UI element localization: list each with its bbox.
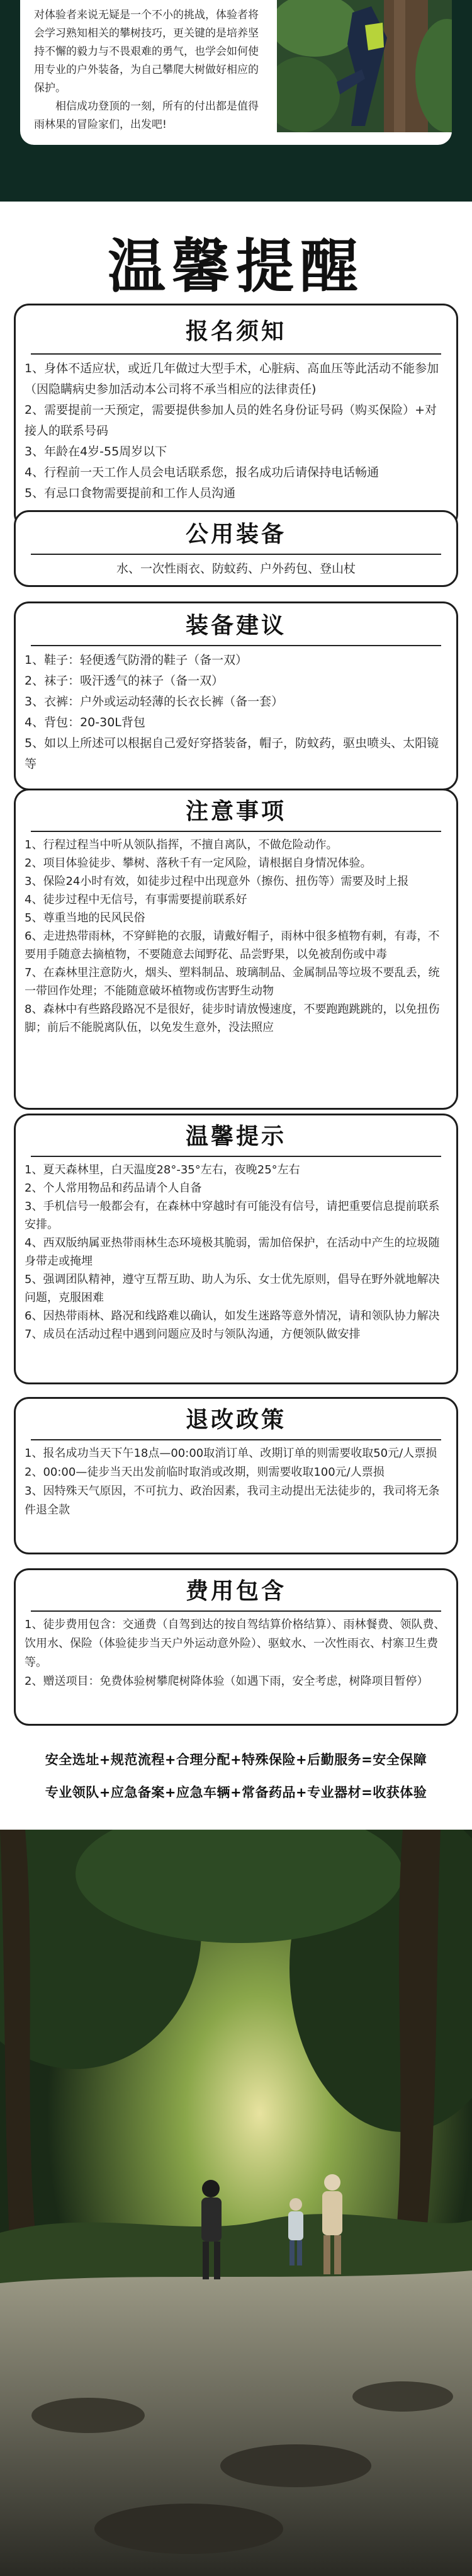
- fees-included-section: [14, 1568, 458, 1726]
- list-item: 5、如以上所述可以根据自己爱好穿搭装备，帽子，防蚊药，驱虫喷头、太阳镜等: [25, 736, 439, 771]
- section-title: 装备建议: [185, 613, 286, 639]
- section-title: 公用装备: [185, 521, 286, 547]
- list-item: 1、身体不适应状，或近几年做过大型手术，心脏病、高血压等此活动不能参加（因隐瞒病史参加活动本公司将不承当相应的法律责任): [25, 362, 439, 396]
- section-title: 报名须知: [185, 319, 286, 345]
- list-item: 2、袜子：吸汗透气的袜子（备一双）: [25, 674, 224, 688]
- section-title: 费用包含: [185, 1578, 286, 1604]
- section-body: [16, 832, 456, 1037]
- refund-policy-section: [14, 1397, 458, 1554]
- registration-section: [14, 304, 458, 529]
- gear-list: 水、一次性雨衣、防蚊药、户外药包、登山杖: [116, 562, 356, 576]
- section-body: [16, 646, 456, 775]
- list-item: 8、森林中有些路段路况不是很好，徒步时请放慢速度，不要跑跑跳跳的，以免扭伤脚；前后不能脱离队伍，以免发生意外，没法照应: [25, 1003, 440, 1034]
- public-gear-section: [14, 510, 458, 587]
- section-body: [16, 1157, 456, 1343]
- list-item: 5、尊重当地的民风民俗: [25, 911, 145, 925]
- list-item: 5、有忌口食物需要提前和工作人员沟通: [25, 486, 236, 500]
- list-item: 4、背包：20-30L背包: [25, 715, 145, 729]
- list-item: 6、走进热带雨林，不穿鲜艳的衣服，请戴好帽子，雨林中很多植物有刺，有毒，不要用手随意去摘植物，不要随意去闻野花、品尝野果，以免被刮伤或中毒: [25, 930, 440, 961]
- page-title: 温馨提醒: [107, 232, 364, 300]
- list-item: 5、强调团队精神，遵守互帮互助、助人为乐、女士优先原则，倡导在野外就地解决问题，克服困难: [25, 1273, 440, 1304]
- safety-slogan: 安全选址+规范流程+合理分配+特殊保险+后勤服务=安全保障: [45, 1752, 427, 1767]
- list-item: 1、徒步费用包含：交通费（自驾到达的按自驾结算价格结算）、雨林餐费、领队费、饮用水、保险（体验徒步当天户外运动意外险）、驱蚊水、一次性雨衣、村寨卫生费等。: [25, 1618, 446, 1669]
- intro-paragraph: 对体验者来说无疑是一个不小的挑战，体验者将会学习熟知相关的攀树技巧，更关键的是培养坚持不懈的毅力与不畏艰难的勇气，也学会如何使用专业的户外装备，为自己攀爬大树做好相应的保护。: [34, 9, 259, 94]
- list-item: 4、行程前一天工作人员会电话联系您，报名成功后请保持电话畅通: [25, 465, 379, 479]
- section-title: 注意事项: [185, 799, 286, 824]
- list-item: 3、手机信号一般都会有，在森林中穿越时有可能没有信号，请把重要信息提前联系安排。: [25, 1200, 440, 1231]
- section-body: [16, 555, 456, 579]
- intro-card: [20, 0, 452, 145]
- list-item: 4、西双版纳属亚热带雨林生态环境极其脆弱，需加倍保护，在活动中产生的垃圾随身带走或掩埋: [25, 1236, 440, 1268]
- tree-climbing-photo: [277, 0, 452, 132]
- intro-paragraph: 相信成功登顶的一刻，所有的付出都是值得雨林果的冒险家们，出发吧!: [34, 100, 259, 131]
- list-item: 6、因热带雨林、路况和线路难以确认，如发生迷路等意外情况，请和领队协力解决: [25, 1309, 440, 1323]
- gear-advice-section: [14, 601, 458, 790]
- section-body: [16, 1612, 456, 1691]
- list-item: 2、赠送项目：免费体验树攀爬树降体验（如遇下雨，安全考虑，树降项目暂停）: [25, 1675, 429, 1688]
- intro-text: [34, 6, 267, 134]
- list-item: 1、夏天森林里，白天温度28°-35°左右，夜晚25°左右: [25, 1163, 300, 1177]
- notes-section: [14, 789, 458, 1110]
- list-item: 2、项目体验徒步、攀树、落秋千有一定风险，请根据自身情况体验。: [25, 857, 372, 870]
- list-item: 7、成员在活动过程中遇到问题应及时与领队沟通，方便领队做安排: [25, 1328, 361, 1341]
- list-item: 7、在森林里注意防火，烟头、塑料制品、玻璃制品、金属制品等垃圾不要乱丢，统一带回作处理；不能随意破坏植物或伤害野生动物: [25, 966, 440, 998]
- list-item: 3、因特殊天气原因，不可抗力、政治因素，我司主动提出无法徒步的，我司将无条件退全款: [25, 1485, 440, 1517]
- section-title: 退改政策: [185, 1407, 286, 1433]
- list-item: 2、需要提前一天预定，需要提供参加人员的姓名身份证号码（购买保险）+对接人的联系号码: [25, 403, 437, 438]
- section-body: [16, 1440, 456, 1520]
- section-body: [16, 355, 456, 504]
- list-item: 3、保险24小时有效，如徒步过程中出现意外（擦伤、扭伤等）需要及时上报: [25, 875, 409, 888]
- list-item: 1、行程过程当中听从领队指挥，不擅自离队，不做危险动作。: [25, 838, 338, 852]
- list-item: 4、徒步过程中无信号，有事需要提前联系好: [25, 893, 247, 906]
- section-title: 温馨提示: [185, 1124, 286, 1149]
- rainforest-hiking-photo: [0, 1830, 472, 2576]
- list-item: 1、报名成功当天下午18点—00:00取消订单、改期订单的则需要收取50元/人票损: [25, 1447, 437, 1460]
- list-item: 2、00:00—徒步当天出发前临时取消或改期，则需要收取100元/人票损: [25, 1466, 385, 1479]
- list-item: 2、个人常用物品和药品请个人自备: [25, 1182, 202, 1195]
- list-item: 1、鞋子：轻便透气防滑的鞋子（备一双）: [25, 653, 248, 667]
- list-item: 3、衣裤：户外或运动轻薄的长衣长裤（备一套）: [25, 695, 284, 709]
- list-item: 3、年龄在4岁-55周岁以下: [25, 445, 167, 459]
- tips-section: [14, 1114, 458, 1384]
- header-banner: [0, 0, 472, 202]
- experience-slogan: 专业领队+应急备案+应急车辆+常备药品+专业器材=收获体验: [45, 1785, 427, 1800]
